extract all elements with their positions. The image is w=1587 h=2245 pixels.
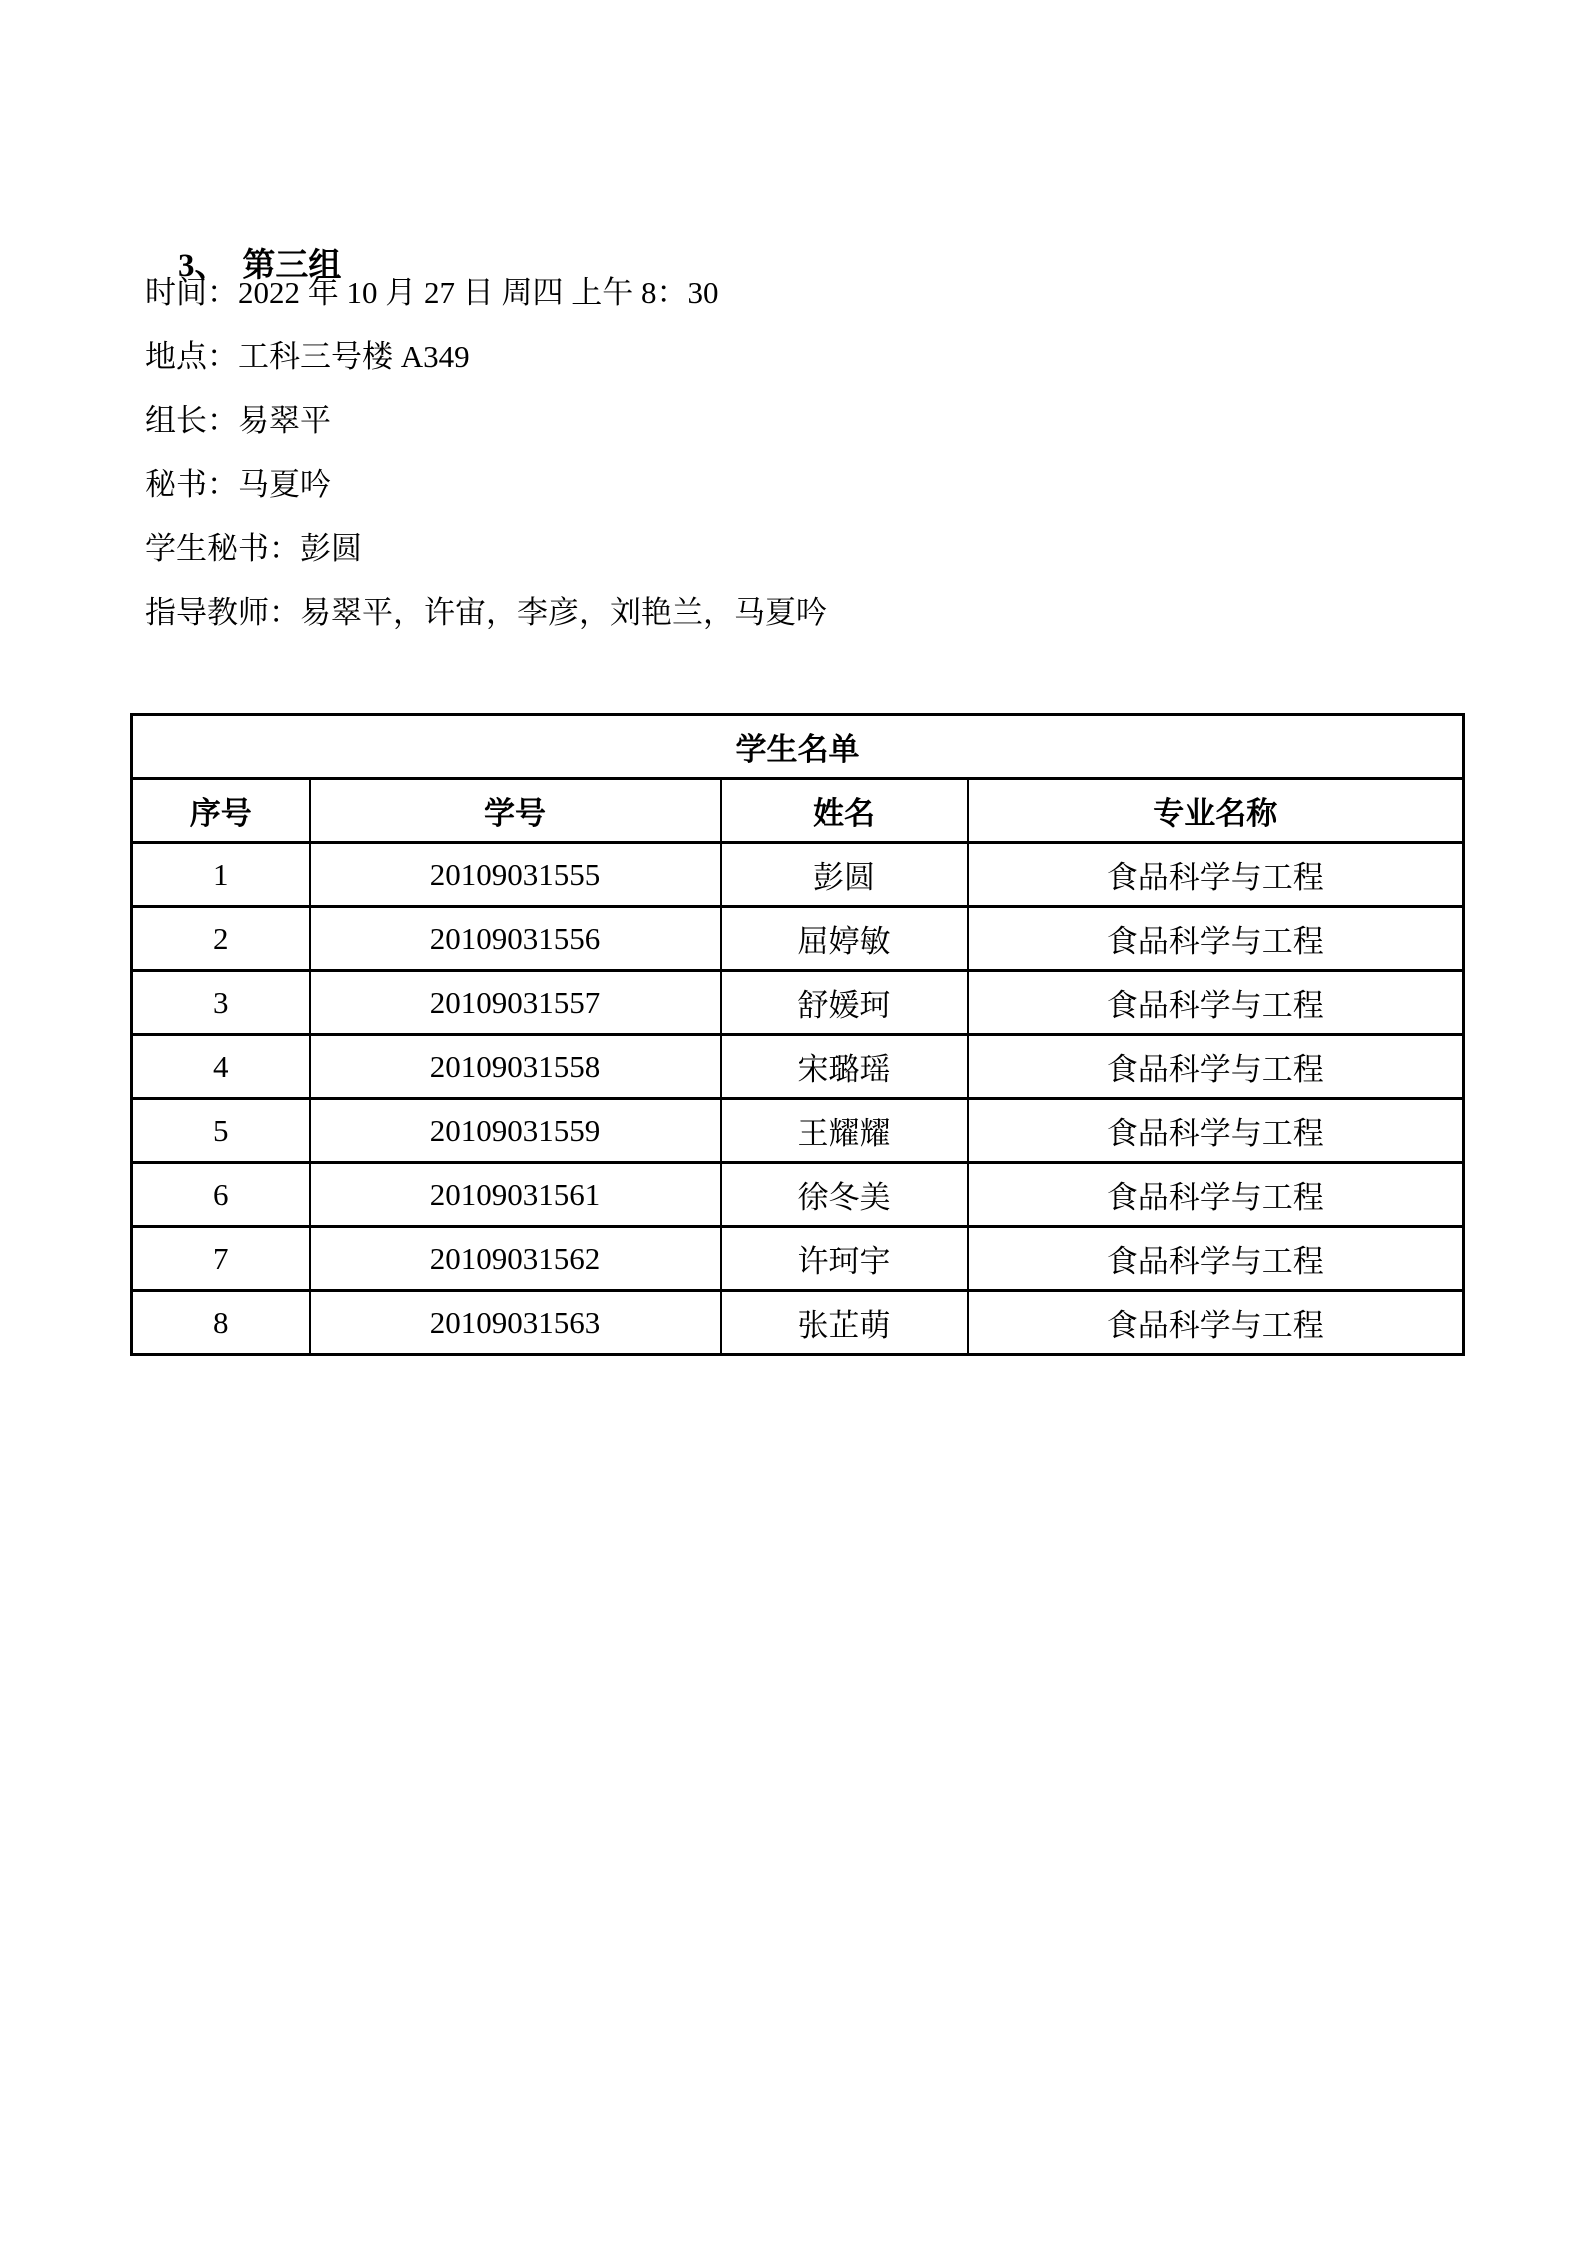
roster-body xyxy=(132,715,1464,1355)
row-index-cell: 4 xyxy=(132,1035,310,1099)
student-name-cell: 屈婷敏 xyxy=(721,907,968,971)
student-roster-table xyxy=(130,713,1465,1356)
student-id-cell: 20109031556 xyxy=(310,907,721,971)
row-index-cell: 7 xyxy=(132,1227,310,1291)
roster-title-row xyxy=(132,715,1464,779)
info-line-advisors: 指导教师：易翠平，许宙，李彦，刘艳兰，马夏吟 xyxy=(145,595,827,630)
column-header-2: 姓名 xyxy=(721,779,968,843)
major-cell: 食品科学与工程 xyxy=(968,1163,1464,1227)
major-cell: 食品科学与工程 xyxy=(968,1291,1464,1355)
section-heading-title: 第三组 xyxy=(242,248,342,284)
info-line-student-secretary: 学生秘书：彭圆 xyxy=(145,531,362,566)
student-id-cell: 20109031559 xyxy=(310,1099,721,1163)
student-id-cell: 20109031555 xyxy=(310,843,721,907)
column-header-0: 序号 xyxy=(132,779,310,843)
student-id-cell: 20109031561 xyxy=(310,1163,721,1227)
major-cell: 食品科学与工程 xyxy=(968,1035,1464,1099)
major-cell: 食品科学与工程 xyxy=(968,907,1464,971)
student-id-cell: 20109031558 xyxy=(310,1035,721,1099)
major-cell: 食品科学与工程 xyxy=(968,971,1464,1035)
student-name-cell: 徐冬美 xyxy=(721,1163,968,1227)
section-heading-number: 3、 xyxy=(178,248,228,284)
student-name-cell: 张芷萌 xyxy=(721,1291,968,1355)
table-row xyxy=(132,1227,1464,1291)
student-name-cell: 宋璐瑶 xyxy=(721,1035,968,1099)
major-cell: 食品科学与工程 xyxy=(968,1099,1464,1163)
major-cell: 食品科学与工程 xyxy=(968,1227,1464,1291)
table-row xyxy=(132,1099,1464,1163)
info-line-location: 地点：工科三号楼 A349 xyxy=(145,339,470,374)
roster-header-row xyxy=(132,779,1464,843)
column-header-1: 学号 xyxy=(310,779,721,843)
info-lines xyxy=(145,261,1465,645)
row-index-cell: 3 xyxy=(132,971,310,1035)
student-name-cell: 王耀耀 xyxy=(721,1099,968,1163)
student-id-cell: 20109031562 xyxy=(310,1227,721,1291)
table-row xyxy=(132,843,1464,907)
student-name-cell: 彭圆 xyxy=(721,843,968,907)
row-index-cell: 2 xyxy=(132,907,310,971)
table-row xyxy=(132,1035,1464,1099)
student-name-cell: 许珂宇 xyxy=(721,1227,968,1291)
major-cell: 食品科学与工程 xyxy=(968,843,1464,907)
student-name-cell: 舒媛珂 xyxy=(721,971,968,1035)
roster-title: 学生名单 xyxy=(132,715,1464,779)
info-line-secretary: 秘书：马夏吟 xyxy=(145,467,331,502)
column-header-3: 专业名称 xyxy=(968,779,1464,843)
row-index-cell: 5 xyxy=(132,1099,310,1163)
table-row xyxy=(132,907,1464,971)
row-index-cell: 6 xyxy=(132,1163,310,1227)
row-index-cell: 8 xyxy=(132,1291,310,1355)
info-line-time: 时间：2022 年 10 月 27 日 周四 上午 8：30 xyxy=(145,275,719,310)
student-id-cell: 20109031557 xyxy=(310,971,721,1035)
table-row xyxy=(132,1291,1464,1355)
row-index-cell: 1 xyxy=(132,843,310,907)
table-row xyxy=(132,1163,1464,1227)
student-id-cell: 20109031563 xyxy=(310,1291,721,1355)
table-row xyxy=(132,971,1464,1035)
info-line-group-leader: 组长：易翠平 xyxy=(145,403,331,438)
